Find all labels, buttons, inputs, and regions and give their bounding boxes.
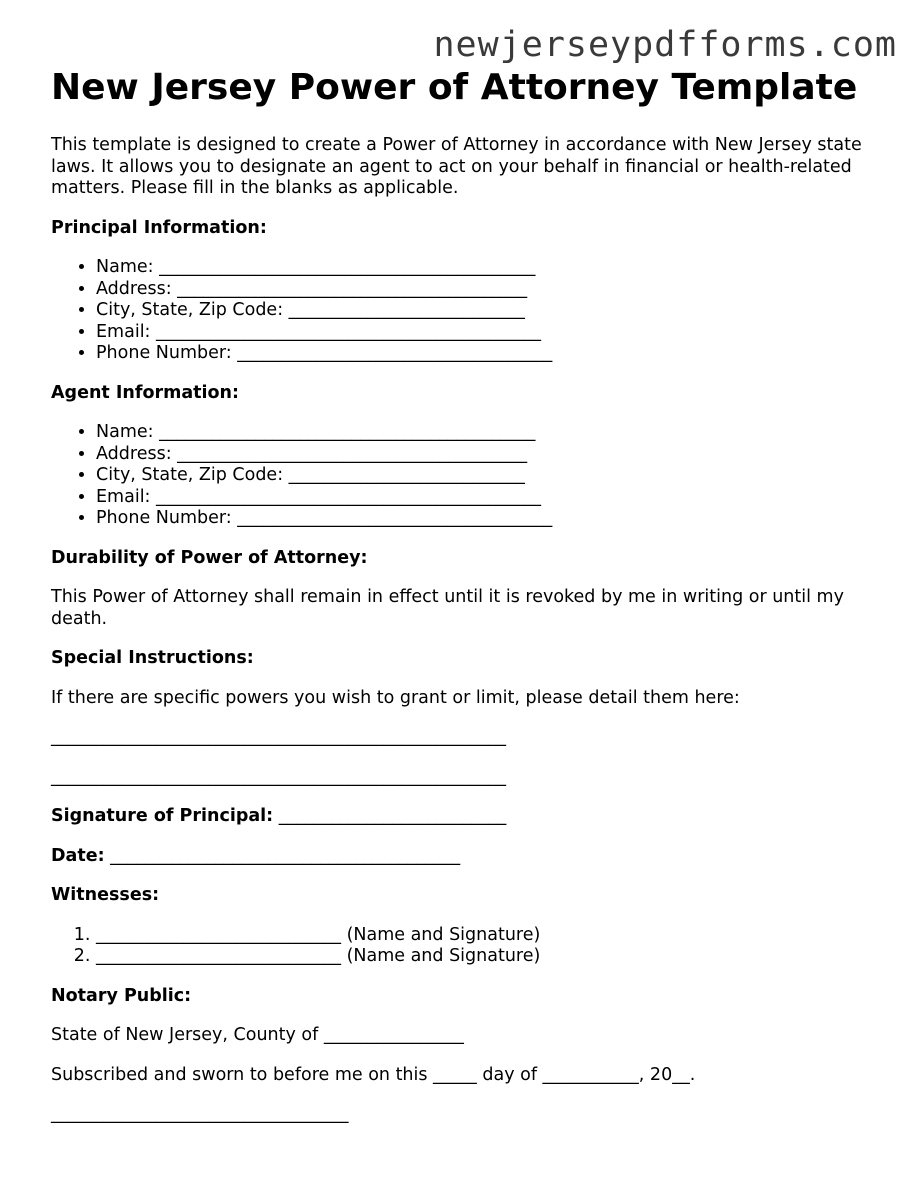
document-title: New Jersey Power of Attorney Template <box>51 67 858 108</box>
special-instructions-line-1[interactable]: ____________________________________________________ <box>51 727 506 747</box>
special-instructions-text: If there are specific powers you wish to grant or limit, please detail them here: <box>51 687 740 708</box>
durability-text: This Power of Attorney shall remain in effect until it is revoked by me in writing or until my death. <box>51 587 844 629</box>
agent-email-field[interactable]: • Email: ____________________________________________ <box>96 487 881 509</box>
date-row <box>51 846 881 868</box>
witnesses-heading: Witnesses: <box>51 885 160 905</box>
principal-list <box>51 257 881 365</box>
agent-address-field[interactable]: • Address: ________________________________________ <box>96 444 881 466</box>
agent-list <box>51 422 881 530</box>
signature-label: Signature of Principal: <box>51 806 274 826</box>
notary-county-text[interactable]: State of New Jersey, County of ________________ <box>51 1025 464 1045</box>
date-label: Date: <box>51 845 105 866</box>
principal-address-field[interactable]: • Address: ________________________________________ <box>96 279 881 301</box>
principal-city-field[interactable]: • City, State, Zip Code: ___________________________ <box>96 300 881 322</box>
agent-heading: Agent Information: <box>51 382 239 403</box>
special-instructions-line-2[interactable]: ____________________________________________________ <box>51 766 506 787</box>
agent-name-field[interactable]: • Name: ___________________________________________ <box>96 422 881 444</box>
notary-signature-line[interactable]: __________________________________ <box>51 1104 349 1124</box>
principal-heading: Principal Information: <box>51 217 267 238</box>
document-body <box>51 66 881 1126</box>
notary-sworn-text[interactable]: Subscribed and sworn to before me on this _____ day of ___________, 20__. <box>51 1064 696 1085</box>
date-line[interactable]: ________________________________________ <box>110 845 461 866</box>
special-instructions-heading: Special Instructions: <box>51 648 254 668</box>
agent-city-field[interactable]: • City, State, Zip Code: ___________________________ <box>96 465 881 487</box>
agent-phone-field[interactable]: • Phone Number: ____________________________________ <box>96 508 881 530</box>
durability-heading: Durability of Power of Attorney: <box>51 547 368 568</box>
witnesses-list <box>51 925 881 968</box>
signature-line[interactable]: __________________________ <box>278 806 507 826</box>
site-watermark: newjerseypdfforms.com <box>433 25 897 65</box>
principal-email-field[interactable]: • Email: ____________________________________________ <box>96 322 881 344</box>
principal-phone-field[interactable]: • Phone Number: ____________________________________ <box>96 343 881 365</box>
notary-heading: Notary Public: <box>51 985 192 1006</box>
witness-2-field[interactable]: 2. ____________________________ (Name and Signature) <box>96 946 881 968</box>
signature-row <box>51 806 881 828</box>
principal-name-field[interactable]: • Name: ___________________________________________ <box>96 257 881 279</box>
witness-1-field[interactable]: 1. ____________________________ (Name and Signature) <box>96 925 881 947</box>
intro-paragraph: This template is designed to create a Power of Attorney in accordance with New Jersey state laws. It allows you to designate an agent to act on your behalf in financial or health-related matters. Please fill in the blanks as applicable. <box>51 135 862 198</box>
